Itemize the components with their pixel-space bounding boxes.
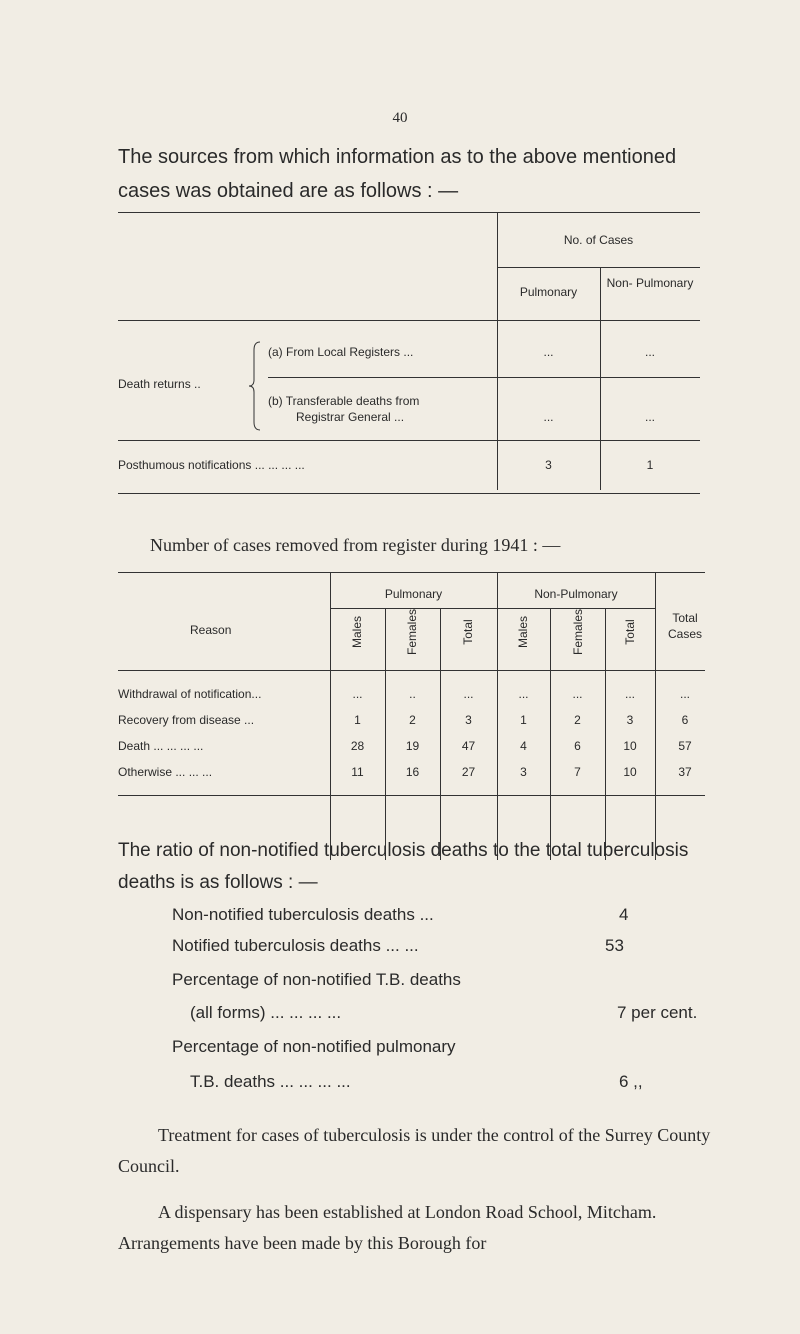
cell: .. — [409, 687, 416, 701]
row-b-pulmonary: ... — [543, 410, 554, 424]
table-rule — [118, 440, 700, 441]
cell: 57 — [678, 739, 692, 753]
cell: 3 — [520, 765, 527, 779]
row-b-non-pulmonary: ... — [644, 410, 655, 424]
cell: 3 — [626, 713, 634, 727]
header-pulmonary-group: Pulmonary — [384, 587, 443, 601]
removed-heading: Number of cases removed from register during 1941 : — — [150, 535, 561, 555]
header-non-pulmonary-group: Non-Pulmonary — [534, 587, 618, 601]
cell: 4 — [520, 739, 527, 753]
row-reason: Withdrawal of notification... — [118, 687, 262, 701]
header-reason: Reason — [190, 623, 232, 637]
table-column-rule — [605, 608, 606, 860]
cell: 3 — [465, 713, 472, 727]
table-column-rule — [440, 608, 441, 860]
paragraph-dispensary: A dispensary has been established at London Road School, Mitcham. Arrangements have been made by this Borough for — [118, 1202, 657, 1253]
posthumous-pulmonary: 3 — [545, 458, 552, 472]
row-b-label-line2: Registrar General ... — [296, 410, 405, 424]
ratio-label: Non-notified tuberculosis deaths ... — [172, 905, 434, 924]
row-a-non-pulmonary: ... — [644, 345, 655, 359]
intro-text: The sources from which information as to the above mentioned cases was obtained are as follows : — — [118, 146, 677, 202]
cell: ... — [463, 687, 474, 701]
table-column-rule — [385, 608, 386, 860]
table-rule — [118, 493, 700, 494]
paragraph-treatment: Treatment for cases of tuberculosis is under the control of the Surrey County Council. — [118, 1125, 711, 1176]
table-rule — [118, 572, 705, 573]
header-pulmonary: Pulmonary — [519, 285, 578, 299]
subheader-nonpul-males: Males — [516, 616, 530, 649]
ratio-value: 4 — [619, 905, 629, 924]
subheader-pul-total: Total — [461, 619, 475, 645]
table-rule — [118, 212, 700, 213]
ratio-label: (all forms) ... ... ... ... — [190, 1003, 342, 1022]
cell: ... — [572, 687, 583, 701]
cell: 19 — [405, 739, 420, 753]
subheader-nonpul-females: Females — [571, 609, 585, 656]
cell: 1 — [520, 713, 527, 727]
ratio-label: Notified tuberculosis deaths ... ... — [172, 936, 419, 955]
cell: ... — [352, 687, 363, 701]
cell: 10 — [623, 765, 637, 779]
cell: 16 — [405, 765, 420, 779]
row-a-pulmonary: ... — [543, 345, 554, 359]
cell: 6 — [681, 713, 689, 727]
ratio-value: 53 — [605, 936, 624, 955]
cell: ... — [679, 687, 690, 701]
ratio-value: 7 per cent. — [617, 1003, 698, 1022]
cell: 27 — [461, 765, 476, 779]
cell: 10 — [623, 739, 637, 753]
cell: 47 — [461, 739, 476, 753]
ratio-value: 6 ,, — [619, 1072, 643, 1091]
subheader-pul-males: Males — [350, 616, 364, 649]
ratio-intro: The ratio of non-notified tuberculosis deaths to the total tuberculosis deaths is as follows : — — [118, 840, 689, 893]
page-number: 40 — [392, 110, 408, 126]
header-total-cases: Total Cases — [667, 611, 702, 641]
header-non-pulmonary: Non- Pulmonary — [606, 276, 694, 290]
table-rule — [268, 377, 700, 378]
subheader-pul-females: Females — [405, 609, 419, 656]
table-column-rule — [550, 608, 551, 860]
header-no-of-cases: No. of Cases — [563, 233, 634, 247]
posthumous-label: Posthumous notifications ... ... ... ... — [118, 458, 305, 472]
table-rule — [497, 267, 700, 268]
subheader-nonpul-total: Total — [623, 619, 637, 645]
cell: 28 — [350, 739, 365, 753]
table-column-rule — [600, 267, 601, 490]
ratio-label: T.B. deaths ... ... ... ... — [190, 1072, 351, 1091]
cell: ... — [624, 687, 635, 701]
cell: 37 — [678, 765, 692, 779]
table-rule — [118, 320, 700, 321]
brace-icon — [248, 340, 262, 432]
table-rule — [330, 608, 655, 609]
posthumous-non-pulmonary: 1 — [646, 458, 654, 472]
ratio-label: Percentage of non-notified pulmonary — [172, 1037, 456, 1056]
death-returns-label: Death returns .. — [118, 377, 201, 391]
ratio-label: Percentage of non-notified T.B. deaths — [172, 970, 461, 989]
row-reason: Death ... ... ... ... — [118, 739, 204, 753]
row-reason: Recovery from disease ... — [118, 713, 255, 727]
row-b-label-line1: (b) Transferable deaths from — [268, 394, 420, 408]
cell: 1 — [354, 713, 361, 727]
cell: 2 — [574, 713, 581, 727]
cell: 7 — [574, 765, 581, 779]
table-rule — [118, 670, 705, 671]
row-reason: Otherwise ... ... ... — [118, 765, 213, 779]
cell: 6 — [574, 739, 581, 753]
cell: 2 — [409, 713, 416, 727]
row-a-label: (a) From Local Registers ... — [268, 345, 414, 359]
table-rule — [118, 795, 705, 796]
cell: ... — [518, 687, 529, 701]
cell: 11 — [351, 765, 364, 779]
